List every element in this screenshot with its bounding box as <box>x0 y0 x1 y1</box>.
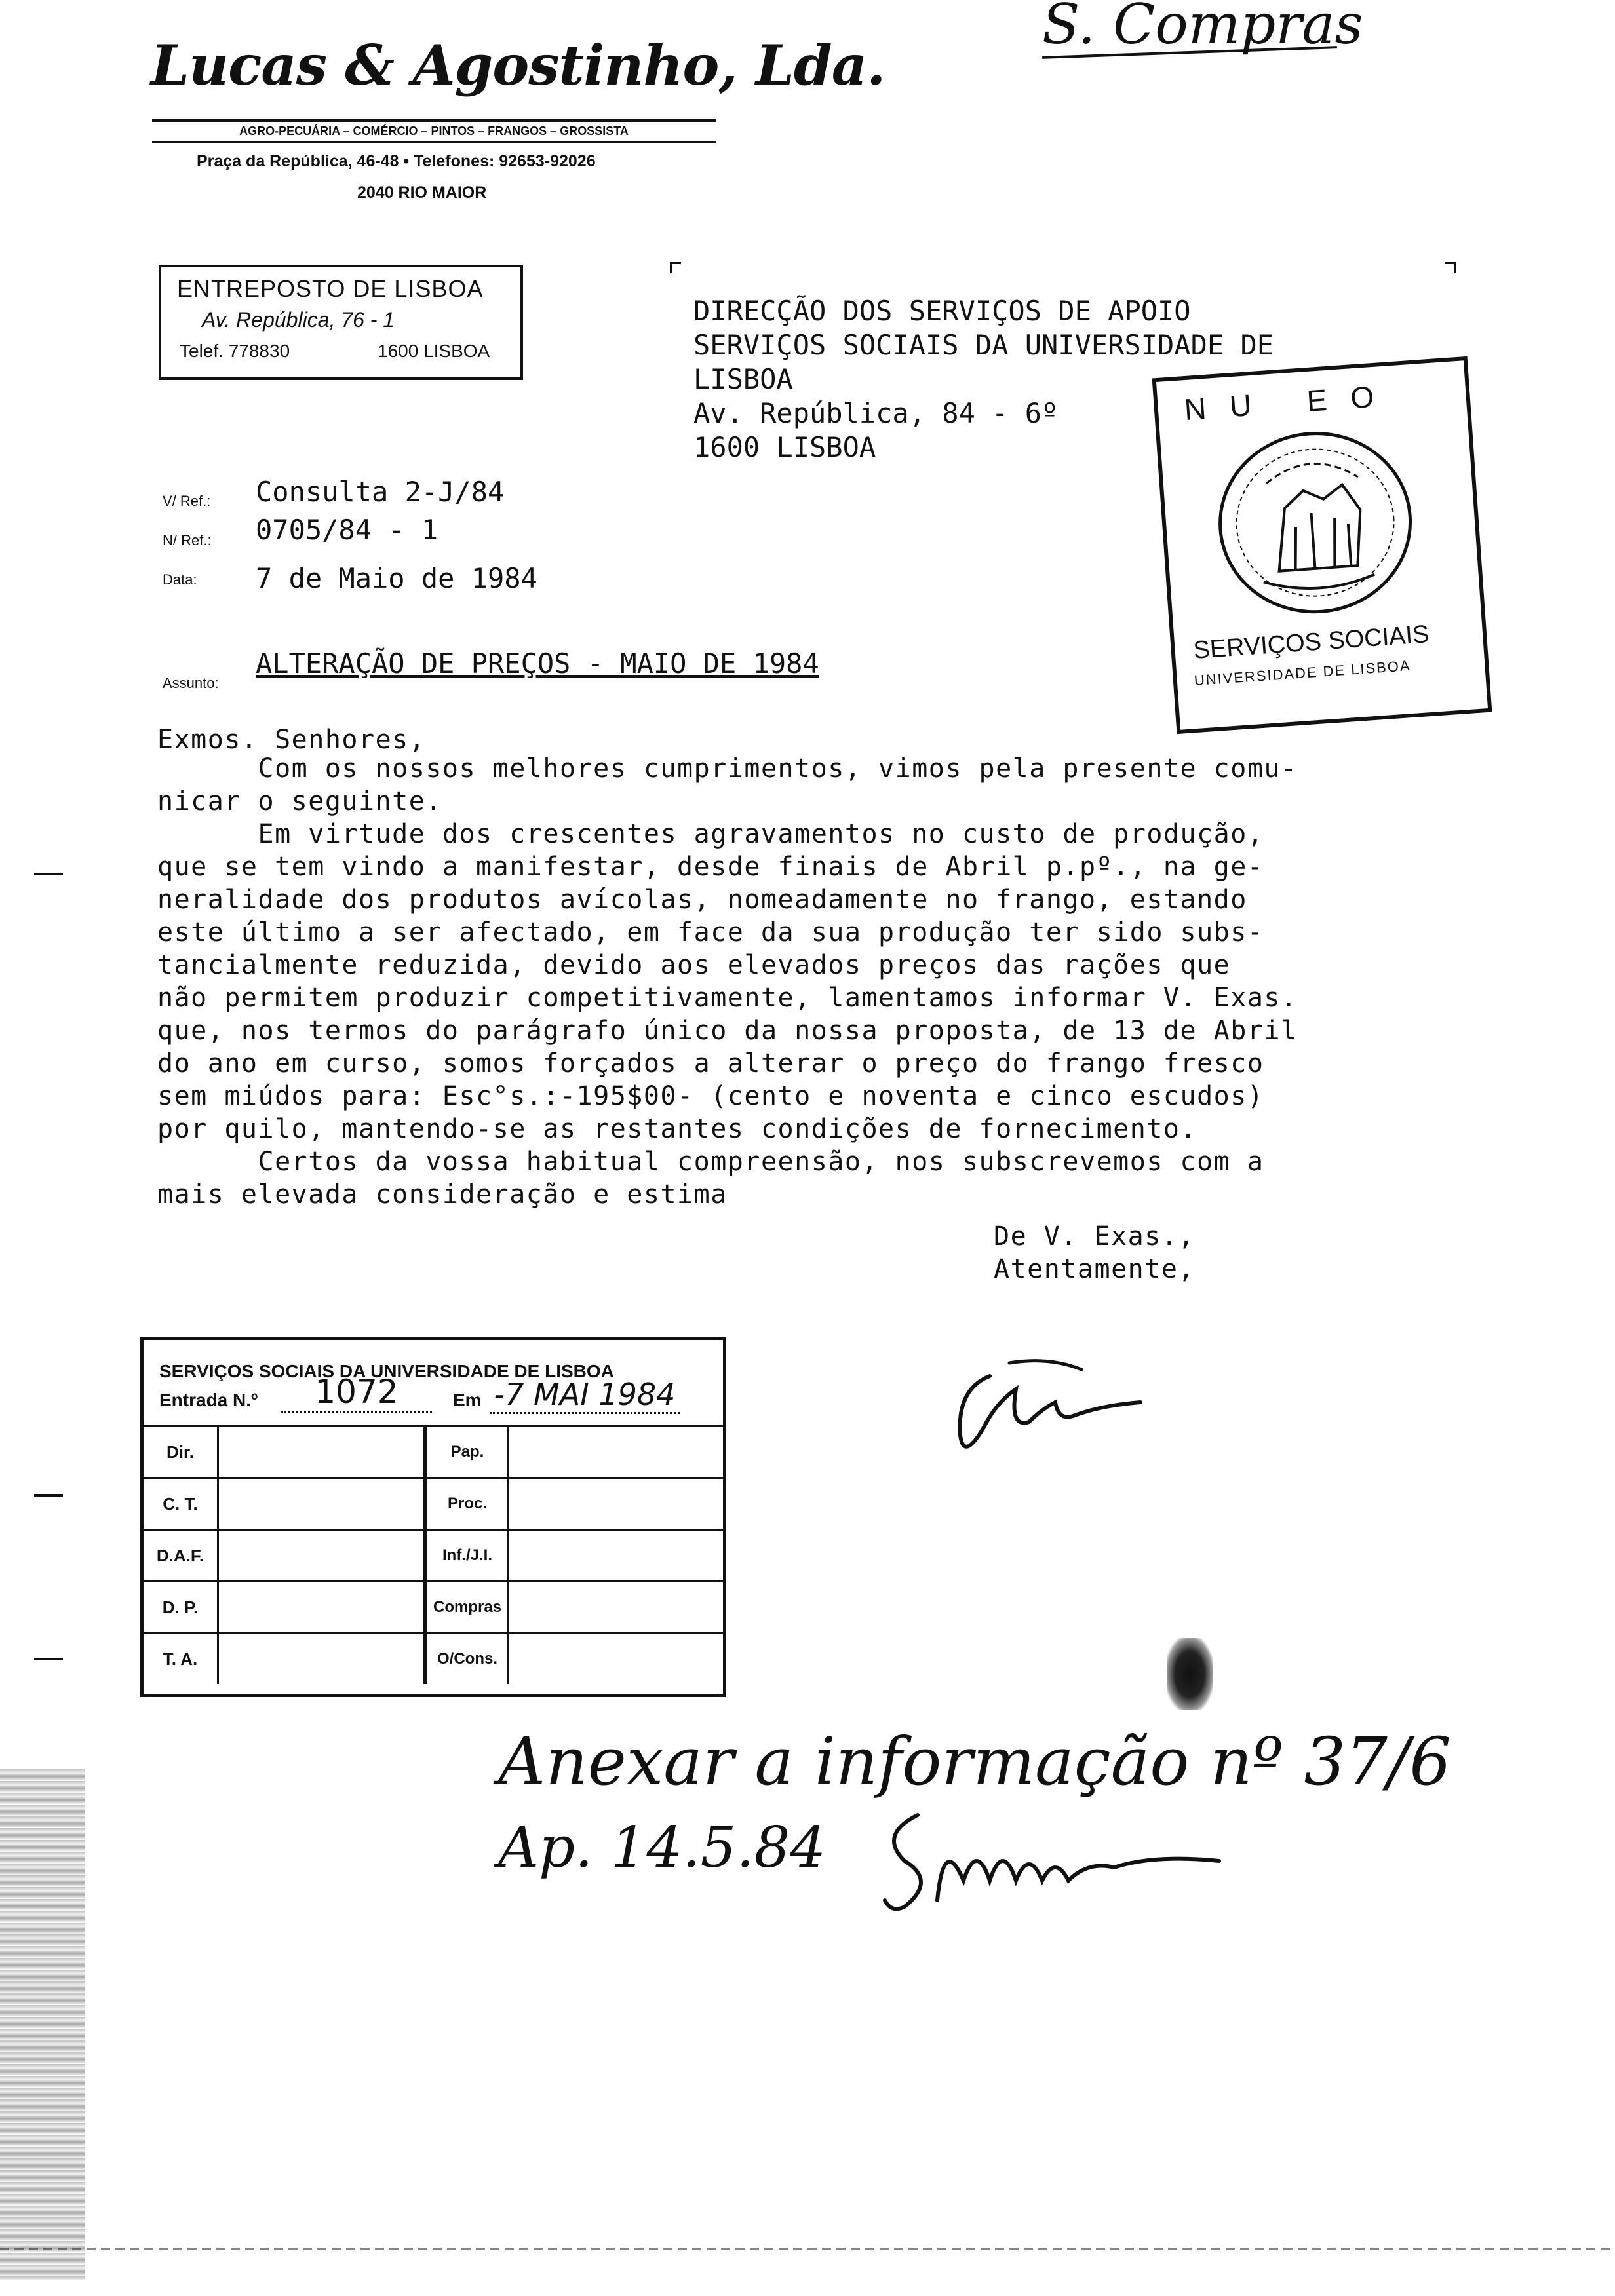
register-cell-right: Proc. <box>425 1478 509 1530</box>
addressee-line: SERVIÇOS SOCIAIS DA UNIVERSIDADE DE <box>693 329 1274 361</box>
handwritten-date: Ap. 14.5.84 <box>498 1815 827 1881</box>
stamp-top-text: NU EO <box>1183 377 1399 427</box>
register-entry-date: -7 MAI 1984 <box>490 1377 680 1414</box>
register-cell-left: D. P. <box>144 1582 218 1634</box>
n-ref-label: N/ Ref.: <box>163 532 212 548</box>
handwritten-annotation: Anexar a informação nº 37/6 <box>498 1723 1452 1800</box>
date-label: Data: <box>163 571 197 588</box>
register-title: SERVIÇOS SOCIAIS DA UNIVERSIDADE DE LISBOA <box>159 1361 614 1381</box>
addressee-line: Av. República, 84 - 6º <box>693 397 1059 429</box>
v-ref-label: V/ Ref.: <box>163 493 211 509</box>
date-value: 7 de Maio de 1984 <box>256 562 537 594</box>
register-cell-blank <box>509 1634 724 1685</box>
address-window-corner-left <box>670 262 681 273</box>
body-line: não permitem produzir competitivamente, lamentamos informar V. Exas. <box>157 983 1298 1013</box>
body-line: que se tem vindo a manifestar, desde finais de Abril p.pº., na ge- <box>157 852 1264 882</box>
body-line: Certos da vossa habitual compreensão, nos subscrevemos com a <box>157 1147 1264 1177</box>
register-cell-left: T. A. <box>144 1634 218 1685</box>
scan-edge-noise <box>0 1769 85 2280</box>
register-cell-left: C. T. <box>144 1478 218 1530</box>
company-tagline: AGRO-PECUÁRIA – COMÉRCIO – PINTOS – FRANGOS – GROSSISTA <box>152 119 716 144</box>
entreposto-street: Av. República, 76 - 1 <box>202 308 395 332</box>
subject-label: Assunto: <box>163 675 219 691</box>
body-line: mais elevada consideração e estima <box>157 1179 728 1210</box>
register-cell-left: D.A.F. <box>144 1530 218 1582</box>
register-cell-left: Dir. <box>144 1426 218 1478</box>
body-line: Em virtude dos crescentes agravamentos no custo de produção, <box>157 819 1264 849</box>
register-cell-blank <box>218 1530 426 1582</box>
register-cell-blank <box>509 1426 724 1478</box>
margin-mark <box>34 873 63 875</box>
register-cell-blank <box>509 1530 724 1582</box>
reception-stamp <box>1152 356 1492 734</box>
entreposto-phone: Telef. 778830 <box>180 341 290 361</box>
register-entry-number: 1072 <box>281 1373 432 1413</box>
entreposto-title: ENTREPOSTO DE LISBOA <box>177 275 484 302</box>
addressee-line: LISBOA <box>693 363 793 395</box>
register-cell-blank <box>218 1634 426 1685</box>
table-row <box>144 1634 723 1685</box>
handwritten-routing-note: S. Compras <box>1042 0 1363 56</box>
closing-line: Atentamente, <box>994 1254 1195 1284</box>
company-address: Praça da República, 46-48 • Telefones: 92653-92026 <box>197 152 596 170</box>
register-cell-blank <box>509 1582 724 1634</box>
register-cell-blank <box>218 1426 426 1478</box>
body-line: Com os nossos melhores cumprimentos, vimos pela presente comu- <box>157 754 1298 784</box>
register-cell-right: Compras <box>425 1582 509 1634</box>
address-window-corner-right <box>1445 262 1456 273</box>
register-cell-blank <box>218 1582 426 1634</box>
table-row <box>144 1478 723 1530</box>
stamp-bottom-subtext: UNIVERSIDADE DE LISBOA <box>1194 657 1412 689</box>
register-entrada-label: Entrada N.º <box>159 1390 258 1410</box>
addressee-line: 1600 LISBOA <box>693 431 876 463</box>
margin-mark <box>34 1658 63 1660</box>
subject-value: ALTERAÇÃO DE PREÇOS - MAIO DE 1984 <box>256 647 819 679</box>
body-line: este último a ser afectado, em face da sua produção ter sido subs- <box>157 917 1264 947</box>
entry-register-box <box>140 1337 726 1697</box>
register-cell-blank <box>218 1478 426 1530</box>
signature-scribble <box>944 1350 1154 1481</box>
annotation-signature <box>878 1789 1232 1920</box>
body-line: que, nos termos do parágrafo único da nossa proposta, de 13 de Abril <box>157 1016 1298 1046</box>
salutation: Exmos. Senhores, <box>157 725 426 755</box>
stamp-bottom-text: SERVIÇOS SOCIAIS <box>1192 620 1430 665</box>
register-em-label: Em <box>453 1390 482 1410</box>
body-line: do ano em curso, somos forçados a alterar o preço do frango fresco <box>157 1048 1264 1079</box>
register-cell-right: Inf./J.I. <box>425 1530 509 1582</box>
scan-bottom-edge <box>0 2248 1615 2250</box>
body-line: sem miúdos para: Esc°s.:-195$00- (cento e noventa e cinco escudos) <box>157 1081 1264 1111</box>
body-line: nicar o seguinte. <box>157 786 442 816</box>
entreposto-box <box>159 265 523 380</box>
addressee-line: DIRECÇÃO DOS SERVIÇOS DE APOIO <box>693 295 1191 327</box>
register-cell-right: O/Cons. <box>425 1634 509 1685</box>
stamp-emblem-icon <box>1207 421 1423 624</box>
table-row <box>144 1582 723 1634</box>
table-row <box>144 1426 723 1478</box>
body-line: neralidade dos produtos avícolas, nomeadamente no frango, estando <box>157 885 1247 915</box>
ink-blot <box>1167 1638 1213 1710</box>
register-routing-table <box>144 1425 723 1684</box>
n-ref-value: 0705/84 - 1 <box>256 514 438 546</box>
table-row <box>144 1530 723 1582</box>
body-line: tancialmente reduzida, devido aos elevados preços das rações que <box>157 950 1231 980</box>
body-line: por quilo, mantendo-se as restantes condições de fornecimento. <box>157 1114 1197 1144</box>
margin-mark <box>34 1494 63 1497</box>
register-cell-blank <box>509 1478 724 1530</box>
v-ref-value: Consulta 2-J/84 <box>256 476 505 508</box>
entreposto-postcode: 1600 LISBOA <box>378 341 490 361</box>
closing-line: De V. Exas., <box>994 1221 1195 1252</box>
company-city: 2040 RIO MAIOR <box>357 183 487 202</box>
register-cell-right: Pap. <box>425 1426 509 1478</box>
company-logo: Lucas & Agostinho, Lda. <box>151 33 885 98</box>
